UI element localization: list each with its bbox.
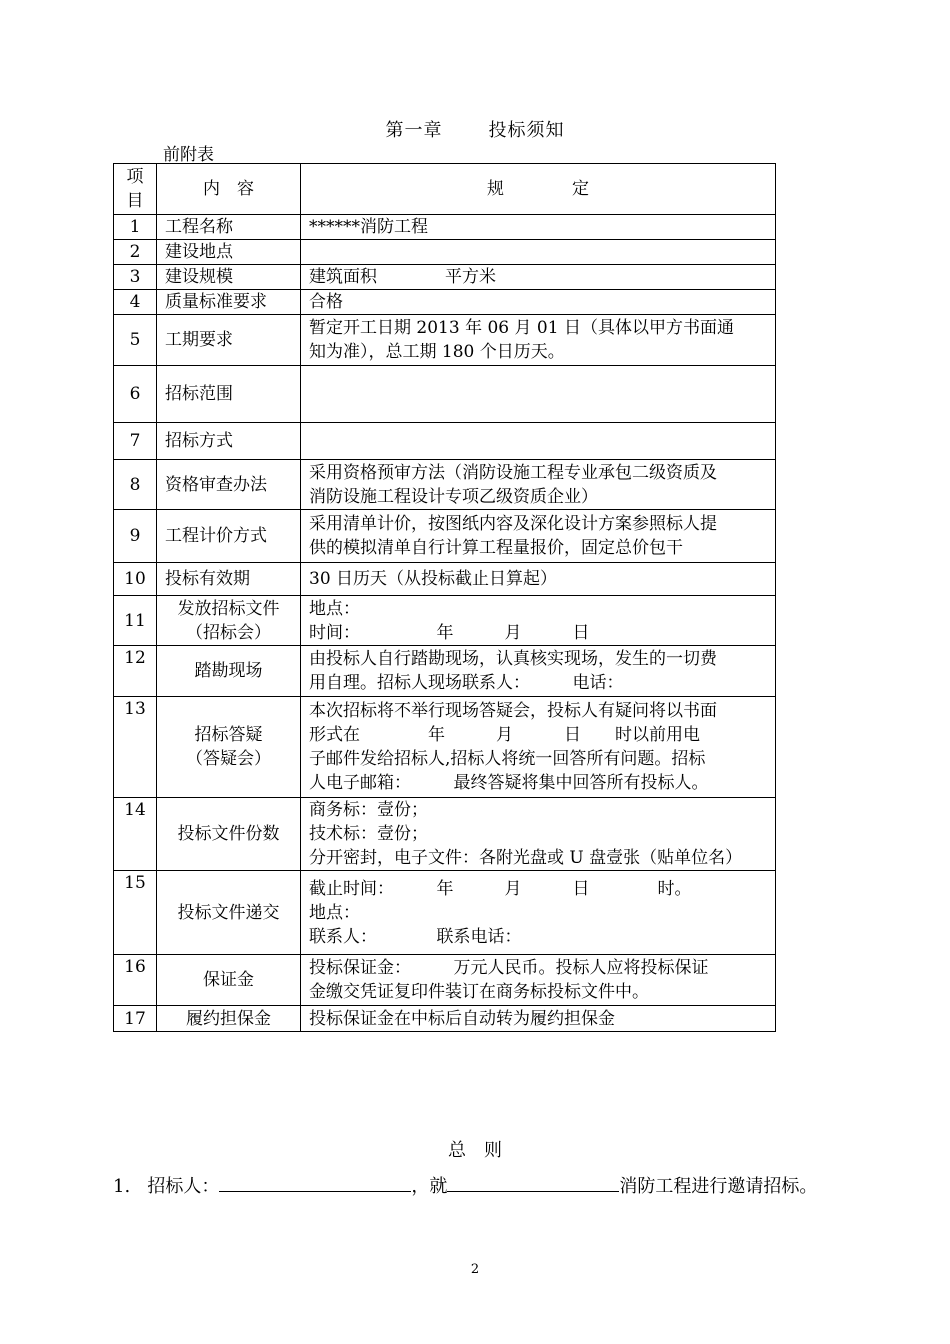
row-rule: [301, 423, 776, 460]
row-content: [157, 871, 301, 955]
row-number: 13: [114, 697, 157, 798]
row-rule-line: 合格: [309, 292, 343, 312]
row-content-line: 招标范围: [165, 384, 233, 404]
row-content: [157, 1006, 301, 1032]
table-row: [114, 460, 776, 510]
row-content: [157, 423, 301, 460]
row-number: 14: [114, 798, 157, 871]
row-rule: [301, 563, 776, 596]
clause-number: 1.: [113, 1176, 131, 1197]
row-rule-line: 采用资格预审方法（消防设施工程专业承包二级资质及: [309, 462, 717, 483]
tenderer-blank[interactable]: [219, 1175, 411, 1192]
clause-1: [113, 1172, 817, 1198]
chapter-name: 投标须知: [488, 120, 565, 141]
row-content: [157, 510, 301, 563]
row-content-line: 资格审查办法: [165, 474, 267, 495]
row-rule-line: 地点：: [309, 902, 360, 923]
row-rule: [301, 366, 776, 423]
row-rule-line: 暂定开工日期 2013 年 06 月 01 日（具体以甲方书面通: [309, 318, 734, 338]
row-content-line: 发放招标文件: [177, 598, 280, 619]
row-rule-line: 商务标：壹份；: [309, 800, 428, 820]
front-table: [113, 163, 776, 1032]
row-number: 9: [114, 510, 157, 563]
row-rule-line: 人电子邮箱： 最终答疑将集中回答所有投标人。: [309, 773, 709, 793]
row-rule-line: 截止时间： 年 月 日 时。: [309, 878, 692, 899]
row-rule-line: 消防设施工程设计专项乙级资质企业）: [309, 486, 598, 507]
header-content: 内 容: [157, 164, 301, 215]
row-number: 2: [114, 240, 157, 265]
row-number: 4: [114, 290, 157, 315]
table-caption: 前附表: [163, 145, 214, 165]
table-row: [114, 871, 776, 955]
row-number: 17: [114, 1006, 157, 1032]
row-content: [157, 563, 301, 596]
row-content-line: 建设规模: [165, 267, 233, 287]
table-row: [114, 315, 776, 366]
row-rule-line: 子邮件发给招标人,招标人将统一回答所有问题。招标: [309, 749, 706, 769]
row-number: 16: [114, 955, 157, 1006]
row-rule: [301, 798, 776, 871]
row-content-line: 投标文件份数: [177, 824, 280, 844]
section-heading: 总 则: [448, 1140, 502, 1161]
row-rule-line: 建筑面积 平方米: [309, 267, 496, 287]
row-rule: [301, 290, 776, 315]
row-content: [157, 955, 301, 1006]
row-number: 12: [114, 646, 157, 697]
row-number: 11: [114, 596, 157, 646]
table-row: [114, 423, 776, 460]
row-rule: [301, 215, 776, 240]
row-rule-line: 由投标人自行踏勘现场，认真核实现场，发生的一切费: [309, 649, 717, 669]
row-content-line: 投标文件递交: [177, 902, 280, 923]
row-number: 3: [114, 265, 157, 290]
row-content-line: 工期要求: [165, 330, 233, 350]
row-rule: [301, 646, 776, 697]
table-row: [114, 510, 776, 563]
table-row: [114, 265, 776, 290]
row-content: [157, 366, 301, 423]
row-content: [157, 315, 301, 366]
row-content: [157, 646, 301, 697]
chapter-title: [0, 116, 950, 142]
row-content-line: 建设地点: [165, 242, 233, 262]
table-row: [114, 215, 776, 240]
row-content: [157, 240, 301, 265]
row-rule: [301, 510, 776, 563]
table-row: [114, 1006, 776, 1032]
table-row: [114, 366, 776, 423]
table-header-row: [114, 164, 776, 215]
row-rule: [301, 596, 776, 646]
table-row: [114, 290, 776, 315]
row-content: [157, 215, 301, 240]
row-rule: [301, 955, 776, 1006]
row-rule: [301, 460, 776, 510]
row-content-line: 投标有效期: [165, 569, 250, 589]
row-content-line: 履约担保金: [186, 1008, 271, 1029]
row-rule: [301, 697, 776, 798]
row-rule-line: 知为准），总工期 180 个日历天。: [309, 342, 565, 362]
table-row: [114, 955, 776, 1006]
header-rule: 规 定: [301, 164, 776, 215]
row-rule: [301, 315, 776, 366]
row-content-line: 工程名称: [165, 217, 233, 237]
row-content-line: 招标答疑: [194, 725, 263, 745]
row-rule-line: 供的模拟清单自行计算工程量报价，固定总价包干: [309, 538, 683, 558]
table-row: [114, 646, 776, 697]
row-rule: [301, 1006, 776, 1032]
header-no: 项目: [114, 164, 157, 215]
row-content: [157, 596, 301, 646]
row-content-line: 保证金: [203, 970, 254, 990]
row-rule-line: ******消防工程: [309, 217, 428, 237]
row-number: 10: [114, 563, 157, 596]
row-number: 7: [114, 423, 157, 460]
row-content: [157, 798, 301, 871]
row-rule-line: 投标保证金： 万元人民币。投标人应将投标保证: [309, 958, 709, 978]
row-content-line: 踏勘现场: [194, 661, 263, 681]
table-row: [114, 798, 776, 871]
row-content-line: 招标方式: [165, 431, 233, 451]
row-rule-line: 投标保证金在中标后自动转为履约担保金: [309, 1008, 615, 1029]
clause-mid: ，就: [411, 1176, 448, 1197]
row-number: 8: [114, 460, 157, 510]
row-rule-line: 采用清单计价，按图纸内容及深化设计方案参照标人提: [309, 514, 717, 534]
row-content-line: 质量标准要求: [165, 292, 267, 312]
row-content: [157, 290, 301, 315]
row-content-line: （招标会）: [186, 622, 271, 643]
row-rule-line: 技术标：壹份；: [309, 824, 428, 844]
row-rule-line: 时间： 年 月 日: [309, 622, 590, 643]
row-number: 1: [114, 215, 157, 240]
row-content: [157, 265, 301, 290]
table-row: [114, 240, 776, 265]
clause-tail: 消防工程进行邀请招标。: [619, 1176, 818, 1197]
row-rule: [301, 265, 776, 290]
row-content: [157, 697, 301, 798]
row-rule-line: 30 日历天（从投标截止日算起）: [309, 569, 558, 589]
table-row: [114, 563, 776, 596]
clause-label: 招标人：: [147, 1176, 220, 1197]
table-row: [114, 596, 776, 646]
row-rule-line: 分开密封，电子文件：各附光盘或 U 盘壹张（贴单位名）: [309, 848, 743, 868]
row-rule-line: 形式在 年 月 日 时以前用电: [309, 725, 700, 745]
row-number: 15: [114, 871, 157, 955]
row-number: 6: [114, 366, 157, 423]
row-rule: [301, 871, 776, 955]
row-content-line: 工程计价方式: [165, 526, 267, 546]
project-blank[interactable]: [447, 1175, 619, 1192]
chapter-number: 第一章: [385, 120, 443, 141]
row-number: 5: [114, 315, 157, 366]
row-content-line: （答疑会）: [186, 749, 271, 769]
page-number: 2: [470, 1262, 480, 1277]
row-rule: [301, 240, 776, 265]
row-rule-line: 金缴交凭证复印件装订在商务标投标文件中。: [309, 982, 649, 1002]
row-rule-line: 本次招标将不举行现场答疑会，投标人有疑问将以书面: [309, 701, 717, 721]
row-content: [157, 460, 301, 510]
row-rule-line: 用自理。招标人现场联系人： 电话：: [309, 673, 624, 693]
row-rule-line: 地点：: [309, 598, 360, 619]
row-rule-line: 联系人： 联系电话：: [309, 926, 522, 947]
table-row: [114, 697, 776, 798]
